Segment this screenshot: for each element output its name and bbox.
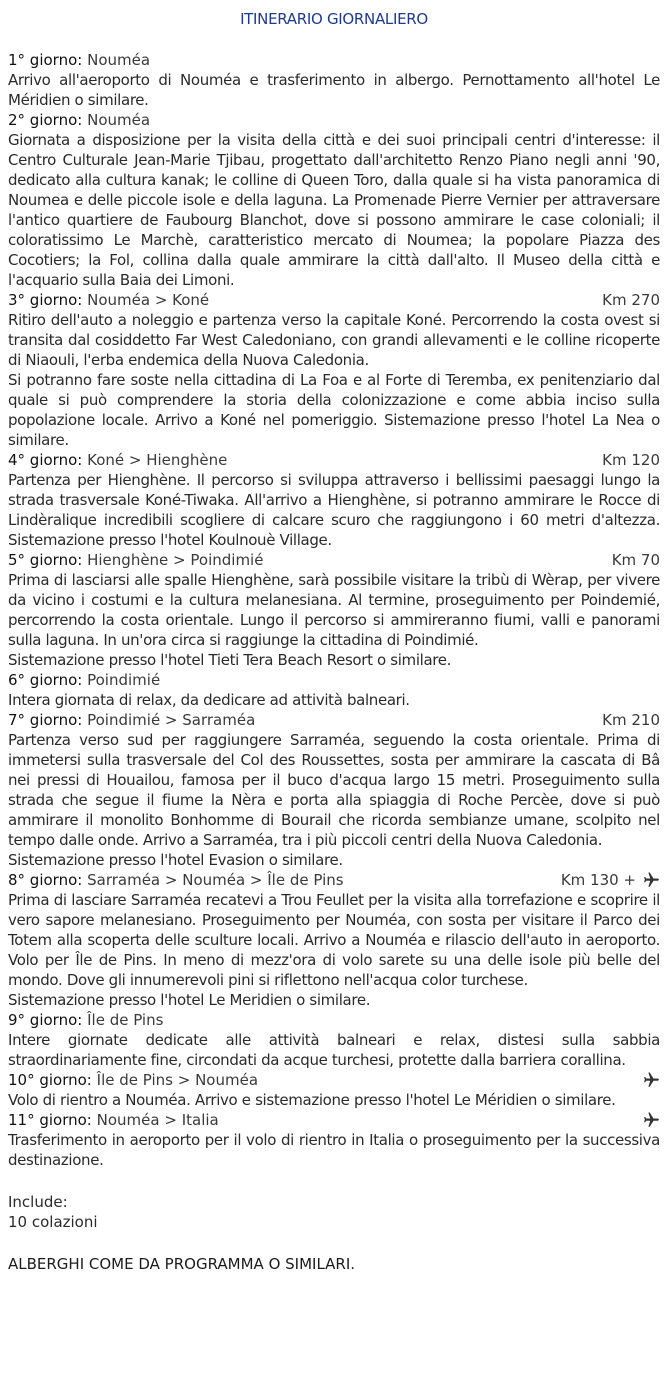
day-block — [8, 110, 660, 290]
day-label: 6° giorno: — [8, 671, 83, 689]
day-label: 8° giorno: — [8, 871, 83, 889]
day-label: 5° giorno: — [8, 551, 83, 569]
day-title — [8, 290, 209, 310]
day-meta — [612, 550, 660, 570]
day-heading — [8, 710, 660, 730]
day-label: 4° giorno: — [8, 451, 83, 469]
day-block — [8, 1110, 660, 1170]
day-route: Poindimié — [87, 671, 161, 689]
day-description: Prima di lasciarsi alle spalle Hienghène, sarà possibile visitare la tribù di Wèrap, per vivere da vicino i costumi e la cultura melanesiana. Al termine, proseguimento per Poindemié, percorrendo la costa orientale. Lungo il percorso si ammireranno fiumi, valli e panorami sulla laguna. In un'ora circa si raggiunge la cittadina di Poindimié. — [8, 571, 660, 649]
day-label: 2° giorno: — [8, 111, 83, 129]
day-description-continued: Sistemazione presso l'hotel Evasion o similare. — [8, 851, 343, 869]
day-title — [8, 670, 160, 690]
day-heading — [8, 1070, 660, 1090]
days-list — [8, 50, 660, 1170]
day-route: Koné > Hienghène — [87, 451, 228, 469]
day-route: Nouméa > Koné — [87, 291, 210, 309]
day-description: Arrivo all'aeroporto di Nouméa e trasferimento in albergo. Pernottamento all'hotel Le Méridien o similare. — [8, 71, 660, 109]
day-block — [8, 450, 660, 550]
hotels-note: ALBERGHI COME DA PROGRAMMA O SIMILARI. — [8, 1255, 356, 1273]
day-meta — [642, 1111, 660, 1129]
day-label: 1° giorno: — [8, 51, 83, 69]
day-route: Nouméa > Italia — [96, 1111, 219, 1129]
day-description-continued: Sistemazione presso l'hotel Tieti Tera Beach Resort o similare. — [8, 651, 452, 669]
day-title — [8, 1010, 163, 1030]
day-distance: Km 120 — [602, 451, 660, 469]
day-description: Intere giornate dedicate alle attività balneari e relax, distesi sulla sabbia straordinariamente fine, circondati da acque turchesi, protette dalla barriera corallina. — [8, 1031, 660, 1069]
day-title — [8, 870, 344, 890]
day-description: Ritiro dell'auto a noleggio e partenza verso la capitale Koné. Percorrendo la costa ovest si transita dal cosiddetto Far West Caledoniano, con grandi allevamenti e le colline ricoperte di Niaouli, l'erba endemica della Nuova Caledonia. — [8, 311, 660, 369]
day-meta — [561, 870, 660, 890]
day-route: Sarraméa > Nouméa > Île de Pins — [87, 871, 344, 889]
day-heading — [8, 670, 660, 690]
include-label: Include: — [8, 1193, 68, 1211]
day-route: Hienghène > Poindimié — [87, 551, 264, 569]
day-route: Poindimié > Sarraméa — [87, 711, 256, 729]
day-heading — [8, 290, 660, 310]
day-block — [8, 670, 660, 710]
day-distance: Km 70 — [611, 551, 660, 569]
day-heading — [8, 550, 660, 570]
day-meta — [642, 1071, 660, 1089]
day-route: Île de Pins > Nouméa — [96, 1071, 259, 1089]
day-route: Île de Pins — [87, 1011, 164, 1029]
day-heading — [8, 1010, 660, 1030]
day-description: Intera giornata di relax, da dedicare ad attività balneari. — [8, 691, 410, 709]
day-description: Volo di rientro a Nouméa. Arrivo e sistemazione presso l'hotel Le Méridien o similare. — [8, 1091, 616, 1109]
day-title — [8, 550, 263, 570]
day-label: 7° giorno: — [8, 711, 83, 729]
day-meta — [602, 710, 660, 730]
day-meta — [602, 450, 660, 470]
day-description-continued: Sistemazione presso l'hotel Le Meridien o similare. — [8, 991, 371, 1009]
day-title — [8, 1110, 219, 1130]
day-label: 10° giorno: — [8, 1071, 92, 1089]
day-heading — [8, 870, 660, 890]
day-title — [8, 110, 150, 130]
day-block — [8, 290, 660, 450]
day-heading — [8, 110, 660, 130]
spacer — [8, 1170, 660, 1192]
page-title: ITINERARIO GIORNALIERO — [240, 10, 428, 28]
day-title — [8, 450, 227, 470]
day-description: Partenza verso sud per raggiungere Sarraméa, seguendo la costa orientale. Prima di immetersi sulla trasversale del Col des Roussettes, sosta per ammirare la cascata di Bâ nei pressi di Houailou, famosa per il buco d'acqua largo 15 metri. Proseguimento sulla strada che segue il fiume la Nèra e porta alla spiaggia di Roche Percèe, dove si può ammirare il monolito Bonhomme di Bourail che ricorda sembianze umane, scolpito nel tempo dalle onde. Arrivo a Sarraméa, tra i più piccoli centri della Nuova Caledonia. — [8, 731, 660, 849]
airplane-icon — [642, 1071, 660, 1089]
day-heading — [8, 50, 660, 70]
day-block — [8, 870, 660, 1010]
day-meta — [602, 290, 660, 310]
day-title — [8, 1070, 258, 1090]
day-label: 9° giorno: — [8, 1011, 83, 1029]
day-heading — [8, 1110, 660, 1130]
day-distance: Km 210 — [602, 711, 660, 729]
day-block — [8, 550, 660, 670]
day-label: 3° giorno: — [8, 291, 83, 309]
day-route: Nouméa — [87, 111, 151, 129]
include-item: 10 colazioni — [8, 1213, 98, 1231]
day-description: Prima di lasciare Sarraméa recatevi a Trou Feullet per la visita alla torrefazione e scoprire il vero sapore melanesiano. Proseguimento per Nouméa, con sosta per visitare il Parco dei Totem alla scoperta delle sculture locali. Arrivo a Nouméa e rilascio dell'auto in aeroporto. Volo per Île de Pins. In meno di mezz'ora di volo sarete su una delle isole più belle del mondo. Dove gli innumerevoli pini si riflettono nell'acqua color turchese. — [8, 891, 660, 989]
day-block — [8, 1070, 660, 1110]
day-block — [8, 1010, 660, 1070]
day-description: Giornata a disposizione per la visita della città e dei suoi principali centri d'interesse: il Centro Culturale Jean-Marie Tjibau, progettato dall'architetto Renzo Piano negli anni '90, dedicato alla cultura kanak; le colline di Queen Toro, dalla quale si ha vista panoramica di Noumea e delle piccole isole e della laguna. La Promenade Pierre Vernier per attraversare l'antico quartiere de Faubourg Blanchot, dove si possono ammirare le case coloniali; il coloratissimo Le Marchè, caratteristico mercato di Noumea; la popolare Piazza des Cocotiers; la Fol, collina dalla quale ammirare la città dall'alto. Il Museo della città e l'acquario sulla Baia dei Limoni. — [8, 131, 660, 289]
airplane-icon — [642, 1111, 660, 1129]
day-block — [8, 50, 660, 110]
day-heading — [8, 450, 660, 470]
airplane-icon — [642, 871, 660, 889]
day-description-continued: Si potranno fare soste nella cittadina di La Foa e al Forte di Teremba, ex penitenziario dal quale si può comprendere la storia della colonizzazione e come abbia inciso sulla popolazione locale. Arrivo a Koné nel pomeriggio. Sistemazione presso l'hotel La Nea o similare. — [8, 371, 660, 449]
day-block — [8, 710, 660, 870]
day-distance: Km 130 + — [560, 871, 636, 889]
day-label: 11° giorno: — [8, 1111, 92, 1129]
day-distance: Km 270 — [602, 291, 660, 309]
day-title — [8, 710, 255, 730]
day-description: Trasferimento in aeroporto per il volo di rientro in Italia o proseguimento per la successiva destinazione. — [8, 1131, 660, 1169]
day-description: Partenza per Hienghène. Il percorso si sviluppa attraverso i bellissimi paesaggi lungo la strada trasversale Koné-Tiwaka. All'arrivo a Hienghène, si potranno ammirare le Rocce di Lindèralique incredibili scogliere di calcare scuro che raggiungono i 60 metri d'altezza. Sistemazione presso l'hotel Koulnouè Village. — [8, 471, 660, 549]
day-title — [8, 50, 150, 70]
day-route: Nouméa — [87, 51, 151, 69]
